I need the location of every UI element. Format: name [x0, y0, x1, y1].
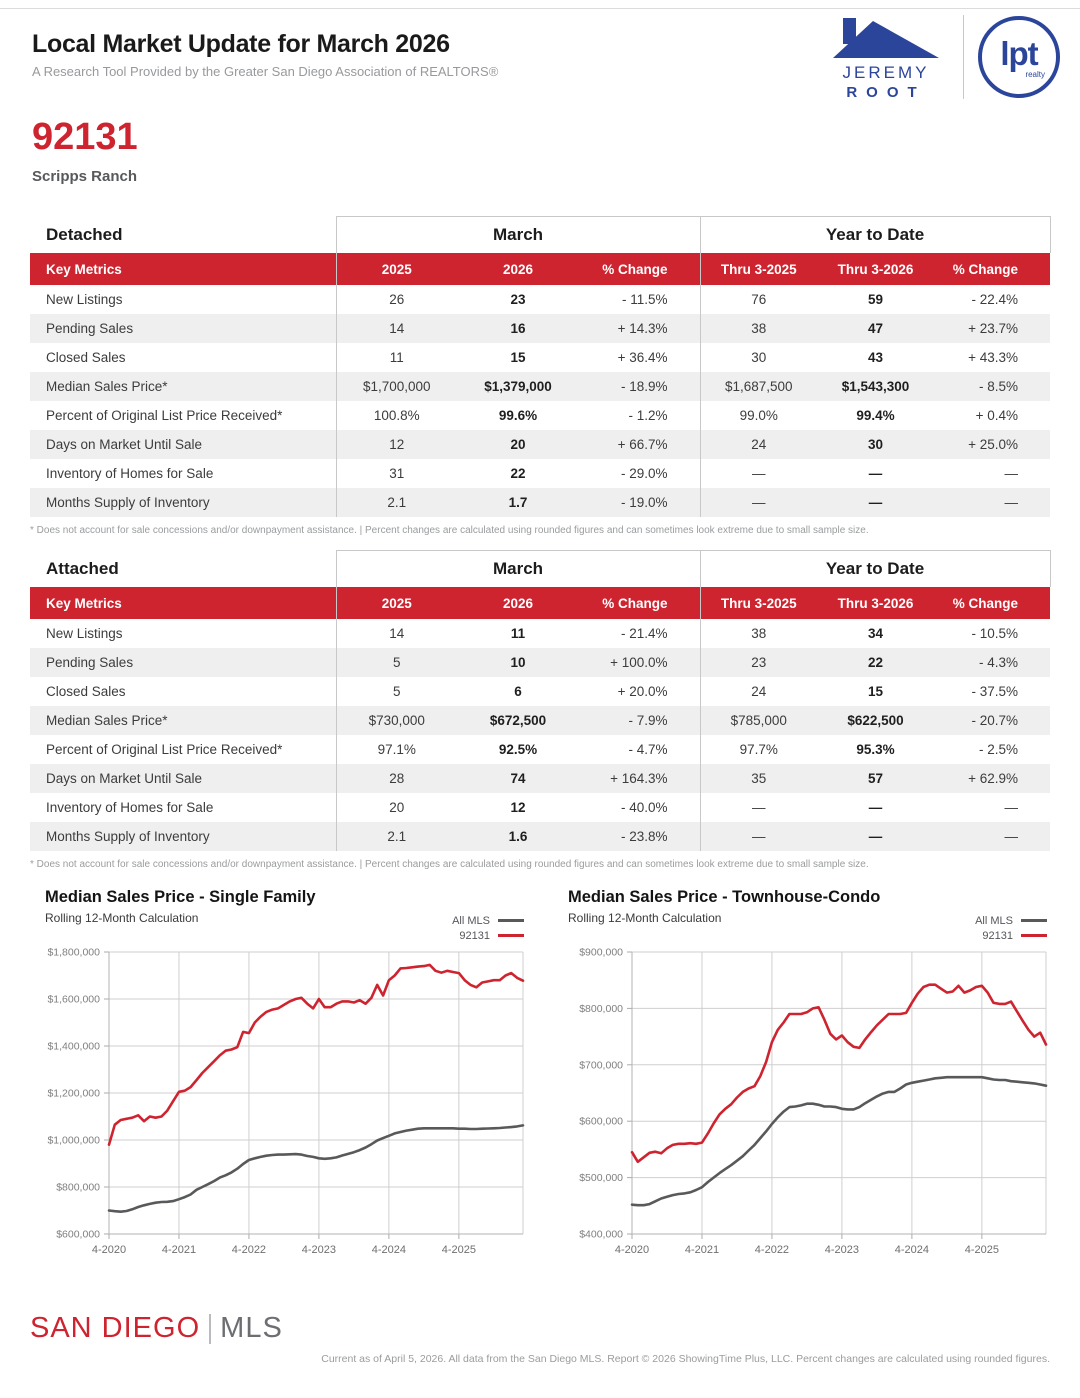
detached-table-section	[30, 216, 1050, 536]
pct-change-value: - 2.5%	[979, 742, 1019, 757]
chart-plot-townhouse-condo	[553, 946, 1050, 1258]
column-header: % Change	[579, 253, 700, 285]
metric-value: $1,687,500	[700, 372, 817, 401]
metric-value: 12	[510, 800, 526, 815]
metric-value: 15	[868, 684, 884, 699]
column-header-row	[30, 253, 1050, 285]
y-tick-label: $900,000	[579, 946, 623, 959]
pct-change-value: + 14.3%	[617, 321, 668, 336]
metric-value: 100.8%	[336, 401, 457, 430]
column-header: 2026	[457, 587, 579, 619]
pct-change-value: - 23.8%	[620, 829, 668, 844]
x-tick-label: 4-2022	[231, 1244, 267, 1256]
pct-change-value: —	[1004, 800, 1019, 815]
chart-subtitle: Rolling 12-Month Calculation	[45, 911, 199, 925]
series-line-92131	[632, 985, 1046, 1162]
metric-value: $730,000	[336, 706, 457, 735]
table-row	[30, 343, 1050, 372]
pct-change-value: —	[1004, 829, 1019, 844]
metric-value: —	[868, 829, 883, 844]
column-header: Thru 3-2026	[817, 587, 934, 619]
metric-label: New Listings	[46, 626, 123, 641]
lpt-realty-logo	[978, 16, 1060, 98]
column-header: Key Metrics	[30, 253, 336, 285]
metric-value: 24	[700, 430, 817, 459]
metric-label: Median Sales Price*	[46, 379, 168, 394]
legend-line-swatch	[498, 934, 524, 937]
mls-wordmark: MLS	[220, 1312, 283, 1344]
table-row	[30, 677, 1050, 706]
metric-value: 1.7	[508, 495, 528, 510]
column-header: % Change	[934, 587, 1050, 619]
series-line-all-mls	[632, 1077, 1046, 1205]
pct-change-value: - 37.5%	[971, 684, 1019, 699]
metric-value: 22	[510, 466, 526, 481]
table-row	[30, 314, 1050, 343]
x-tick-label: 4-2022	[754, 1244, 790, 1256]
group-header: March	[336, 217, 700, 254]
chart-subtitle: Rolling 12-Month Calculation	[568, 911, 722, 925]
lpt-wordmark: lpt	[1000, 34, 1038, 72]
chart-legend	[452, 913, 524, 943]
legend-label: All MLS	[975, 914, 1013, 927]
column-header: % Change	[579, 587, 700, 619]
y-tick-label: $600,000	[56, 1228, 100, 1241]
metric-label: Inventory of Homes for Sale	[46, 800, 214, 815]
metric-value: 28	[336, 764, 457, 793]
column-header-row	[30, 587, 1050, 619]
pct-change-value: —	[1004, 466, 1019, 481]
table-row	[30, 793, 1050, 822]
metric-value: 11	[336, 343, 457, 372]
y-tick-label: $800,000	[579, 1002, 623, 1015]
metric-value: 5	[336, 677, 457, 706]
pct-change-value: - 1.2%	[628, 408, 668, 423]
metric-value: 22	[868, 655, 884, 670]
metric-value: $622,500	[847, 713, 904, 728]
metric-value: 5	[336, 648, 457, 677]
chart-legend	[975, 913, 1047, 943]
metric-value: 47	[868, 321, 884, 336]
metric-value: $785,000	[700, 706, 817, 735]
agent-last-name: ROOT	[846, 84, 926, 101]
table-row	[30, 372, 1050, 401]
metric-label: Pending Sales	[46, 321, 134, 336]
legend-line-swatch	[1021, 934, 1047, 937]
metric-value: $672,500	[489, 713, 547, 728]
metric-label: Months Supply of Inventory	[46, 829, 210, 844]
group-header: Year to Date	[700, 217, 1050, 254]
pct-change-value: - 4.7%	[628, 742, 668, 757]
metric-value: —	[868, 495, 883, 510]
table-row	[30, 619, 1050, 648]
pct-change-value: - 4.3%	[979, 655, 1019, 670]
column-header: Key Metrics	[30, 587, 336, 619]
metric-value: 14	[336, 314, 457, 343]
table-row	[30, 459, 1050, 488]
top-rule	[0, 8, 1080, 9]
pct-change-value: - 29.0%	[620, 466, 668, 481]
table-row	[30, 706, 1050, 735]
metric-value: 99.6%	[498, 408, 538, 423]
house-roof-icon	[831, 12, 941, 60]
pct-change-value: + 20.0%	[617, 684, 668, 699]
agent-first-name: JEREMY	[842, 63, 930, 82]
metric-value: 30	[868, 437, 884, 452]
metric-label: Days on Market Until Sale	[46, 771, 203, 786]
metric-value: 31	[336, 459, 457, 488]
group-header: March	[336, 551, 700, 588]
legend-item	[975, 913, 1047, 928]
metric-value: —	[868, 800, 883, 815]
area-name: Scripps Ranch	[32, 168, 138, 185]
column-header: 2025	[336, 587, 457, 619]
table-footnote: * Does not account for sale concessions and/or downpayment assistance. | Percent changes are calculated using rounded figures and can sometimes look extreme due to small sample size.	[30, 859, 869, 870]
table-row	[30, 735, 1050, 764]
pct-change-value: - 22.4%	[971, 292, 1019, 307]
column-header: Thru 3-2025	[700, 587, 817, 619]
y-tick-label: $1,200,000	[47, 1087, 100, 1100]
charts-row	[30, 886, 1050, 1272]
page-subtitle: A Research Tool Provided by the Greater San Diego Association of REALTORS®	[32, 64, 499, 79]
pct-change-value: + 100.0%	[610, 655, 668, 670]
metric-value: 20	[510, 437, 526, 452]
metrics-table-attached	[30, 550, 1051, 851]
pct-change-value: - 20.7%	[971, 713, 1019, 728]
metrics-table-detached	[30, 216, 1051, 517]
san-diego-mls-logo	[30, 1312, 283, 1345]
section-label: Attached	[30, 551, 336, 588]
x-tick-label: 4-2020	[91, 1244, 127, 1256]
table-row	[30, 401, 1050, 430]
legend-line-swatch	[1021, 919, 1047, 922]
header-logos	[823, 12, 1060, 101]
page-title: Local Market Update for March 2026	[32, 30, 450, 58]
pct-change-value: + 43.3%	[968, 350, 1019, 365]
lpt-realty-label: realty	[1025, 69, 1045, 79]
y-tick-label: $1,600,000	[47, 993, 100, 1006]
metric-value: 1.6	[508, 829, 528, 844]
metric-value: 95.3%	[856, 742, 895, 757]
column-header: 2026	[457, 253, 579, 285]
y-tick-label: $800,000	[56, 1181, 100, 1194]
agent-logo	[823, 12, 949, 101]
column-header: Thru 3-2025	[700, 253, 817, 285]
table-row	[30, 488, 1050, 517]
column-header: 2025	[336, 253, 457, 285]
pct-change-value: + 36.4%	[617, 350, 668, 365]
pct-change-value: - 18.9%	[620, 379, 668, 394]
chart-single-family	[30, 886, 527, 1272]
metric-value: —	[700, 793, 817, 822]
metric-value: 11	[510, 626, 526, 641]
pct-change-value: - 8.5%	[979, 379, 1019, 394]
metric-label: Days on Market Until Sale	[46, 437, 203, 452]
metric-label: Percent of Original List Price Received*	[46, 742, 283, 757]
chart-title: Median Sales Price - Townhouse-Condo	[568, 888, 881, 906]
chart-title: Median Sales Price - Single Family	[45, 888, 316, 906]
x-tick-label: 4-2024	[894, 1244, 930, 1256]
metric-value: 2.1	[336, 488, 457, 517]
table-row	[30, 764, 1050, 793]
section-label: Detached	[30, 217, 336, 254]
metric-value: 23	[700, 648, 817, 677]
metric-value: 92.5%	[498, 742, 538, 757]
metric-value: $1,700,000	[336, 372, 457, 401]
metric-value: 99.4%	[856, 408, 895, 423]
y-tick-label: $1,800,000	[47, 946, 100, 959]
chart-plot-single-family	[30, 946, 527, 1258]
metric-value: 15	[510, 350, 526, 365]
table-row	[30, 285, 1050, 314]
table-row	[30, 430, 1050, 459]
group-header-row	[30, 217, 1050, 254]
metric-value: 34	[868, 626, 884, 641]
pct-change-value: + 62.9%	[968, 771, 1019, 786]
metric-value: 43	[868, 350, 884, 365]
pct-change-value: —	[1004, 495, 1019, 510]
san-diego-wordmark: SAN DIEGO	[30, 1312, 201, 1344]
metric-value: 14	[336, 619, 457, 648]
metric-label: Inventory of Homes for Sale	[46, 466, 214, 481]
x-tick-label: 4-2021	[684, 1244, 720, 1256]
x-tick-label: 4-2023	[824, 1244, 860, 1256]
x-tick-label: 4-2021	[161, 1244, 197, 1256]
chart-townhouse-condo	[553, 886, 1050, 1272]
x-tick-label: 4-2025	[964, 1244, 999, 1256]
pct-change-value: - 40.0%	[620, 800, 668, 815]
logo-divider	[963, 15, 964, 99]
legend-item	[452, 928, 524, 943]
x-tick-label: 4-2023	[301, 1244, 337, 1256]
metric-value: 20	[336, 793, 457, 822]
x-tick-label: 4-2025	[441, 1244, 476, 1256]
footer-note: Current as of April 5, 2026. All data from the San Diego MLS. Report © 2026 ShowingTime Plus, LLC. Percent changes are calculated using rounded figures.	[321, 1353, 1050, 1365]
pct-change-value: + 164.3%	[610, 771, 668, 786]
series-line-all-mls	[109, 1125, 523, 1211]
group-header-row	[30, 551, 1050, 588]
y-tick-label: $1,000,000	[47, 1134, 100, 1147]
pct-change-value: + 66.7%	[617, 437, 668, 452]
metric-value: 10	[510, 655, 526, 670]
pct-change-value: - 10.5%	[971, 626, 1019, 641]
metric-value: 38	[700, 619, 817, 648]
metric-value: $1,543,300	[841, 379, 910, 394]
metric-value: 76	[700, 285, 817, 314]
group-header: Year to Date	[700, 551, 1050, 588]
pct-change-value: + 23.7%	[968, 321, 1019, 336]
pct-change-value: - 7.9%	[628, 713, 668, 728]
x-tick-label: 4-2020	[614, 1244, 650, 1256]
pct-change-value: - 21.4%	[620, 626, 668, 641]
legend-line-swatch	[498, 919, 524, 922]
metric-value: 23	[510, 292, 526, 307]
metric-value: $1,379,000	[484, 379, 552, 394]
metric-value: 59	[868, 292, 884, 307]
metric-value: 24	[700, 677, 817, 706]
metric-label: Pending Sales	[46, 655, 134, 670]
metric-value: 2.1	[336, 822, 457, 851]
pct-change-value: + 25.0%	[968, 437, 1019, 452]
metric-value: 30	[700, 343, 817, 372]
attached-table-section	[30, 550, 1050, 870]
table-row	[30, 822, 1050, 851]
y-tick-label: $700,000	[579, 1059, 623, 1072]
metric-label: Closed Sales	[46, 350, 126, 365]
column-header: % Change	[934, 253, 1050, 285]
x-tick-label: 4-2024	[371, 1244, 407, 1256]
pct-change-value: - 11.5%	[621, 292, 668, 307]
legend-item	[975, 928, 1047, 943]
y-tick-label: $500,000	[579, 1172, 623, 1185]
logo-bar	[209, 1314, 211, 1344]
series-line-92131	[109, 965, 523, 1145]
metric-value: 35	[700, 764, 817, 793]
legend-label: All MLS	[452, 914, 490, 927]
y-tick-label: $400,000	[579, 1228, 623, 1241]
pct-change-value: - 19.0%	[620, 495, 668, 510]
metric-value: —	[700, 488, 817, 517]
metric-value: 57	[868, 771, 884, 786]
metric-value: 12	[336, 430, 457, 459]
legend-label: 92131	[982, 929, 1013, 942]
metric-value: 38	[700, 314, 817, 343]
metric-value: 6	[514, 684, 522, 699]
y-tick-label: $1,400,000	[47, 1040, 100, 1053]
metric-value: 16	[510, 321, 526, 336]
y-tick-label: $600,000	[579, 1115, 623, 1128]
column-header: Thru 3-2026	[817, 253, 934, 285]
legend-item	[452, 913, 524, 928]
metric-label: New Listings	[46, 292, 123, 307]
metric-value: —	[700, 822, 817, 851]
pct-change-value: + 0.4%	[975, 408, 1019, 423]
table-footnote: * Does not account for sale concessions and/or downpayment assistance. | Percent changes are calculated using rounded figures and can sometimes look extreme due to small sample size.	[30, 525, 869, 536]
metric-label: Closed Sales	[46, 684, 126, 699]
metric-value: 74	[510, 771, 526, 786]
metric-label: Percent of Original List Price Received*	[46, 408, 283, 423]
metric-value: 97.7%	[700, 735, 817, 764]
legend-label: 92131	[459, 929, 490, 942]
table-row	[30, 648, 1050, 677]
metric-value: 99.0%	[700, 401, 817, 430]
metric-value: —	[700, 459, 817, 488]
metric-value: 26	[336, 285, 457, 314]
metric-label: Median Sales Price*	[46, 713, 168, 728]
zip-code: 92131	[32, 116, 138, 158]
metric-label: Months Supply of Inventory	[46, 495, 210, 510]
metric-value: —	[868, 466, 883, 481]
metric-value: 97.1%	[336, 735, 457, 764]
